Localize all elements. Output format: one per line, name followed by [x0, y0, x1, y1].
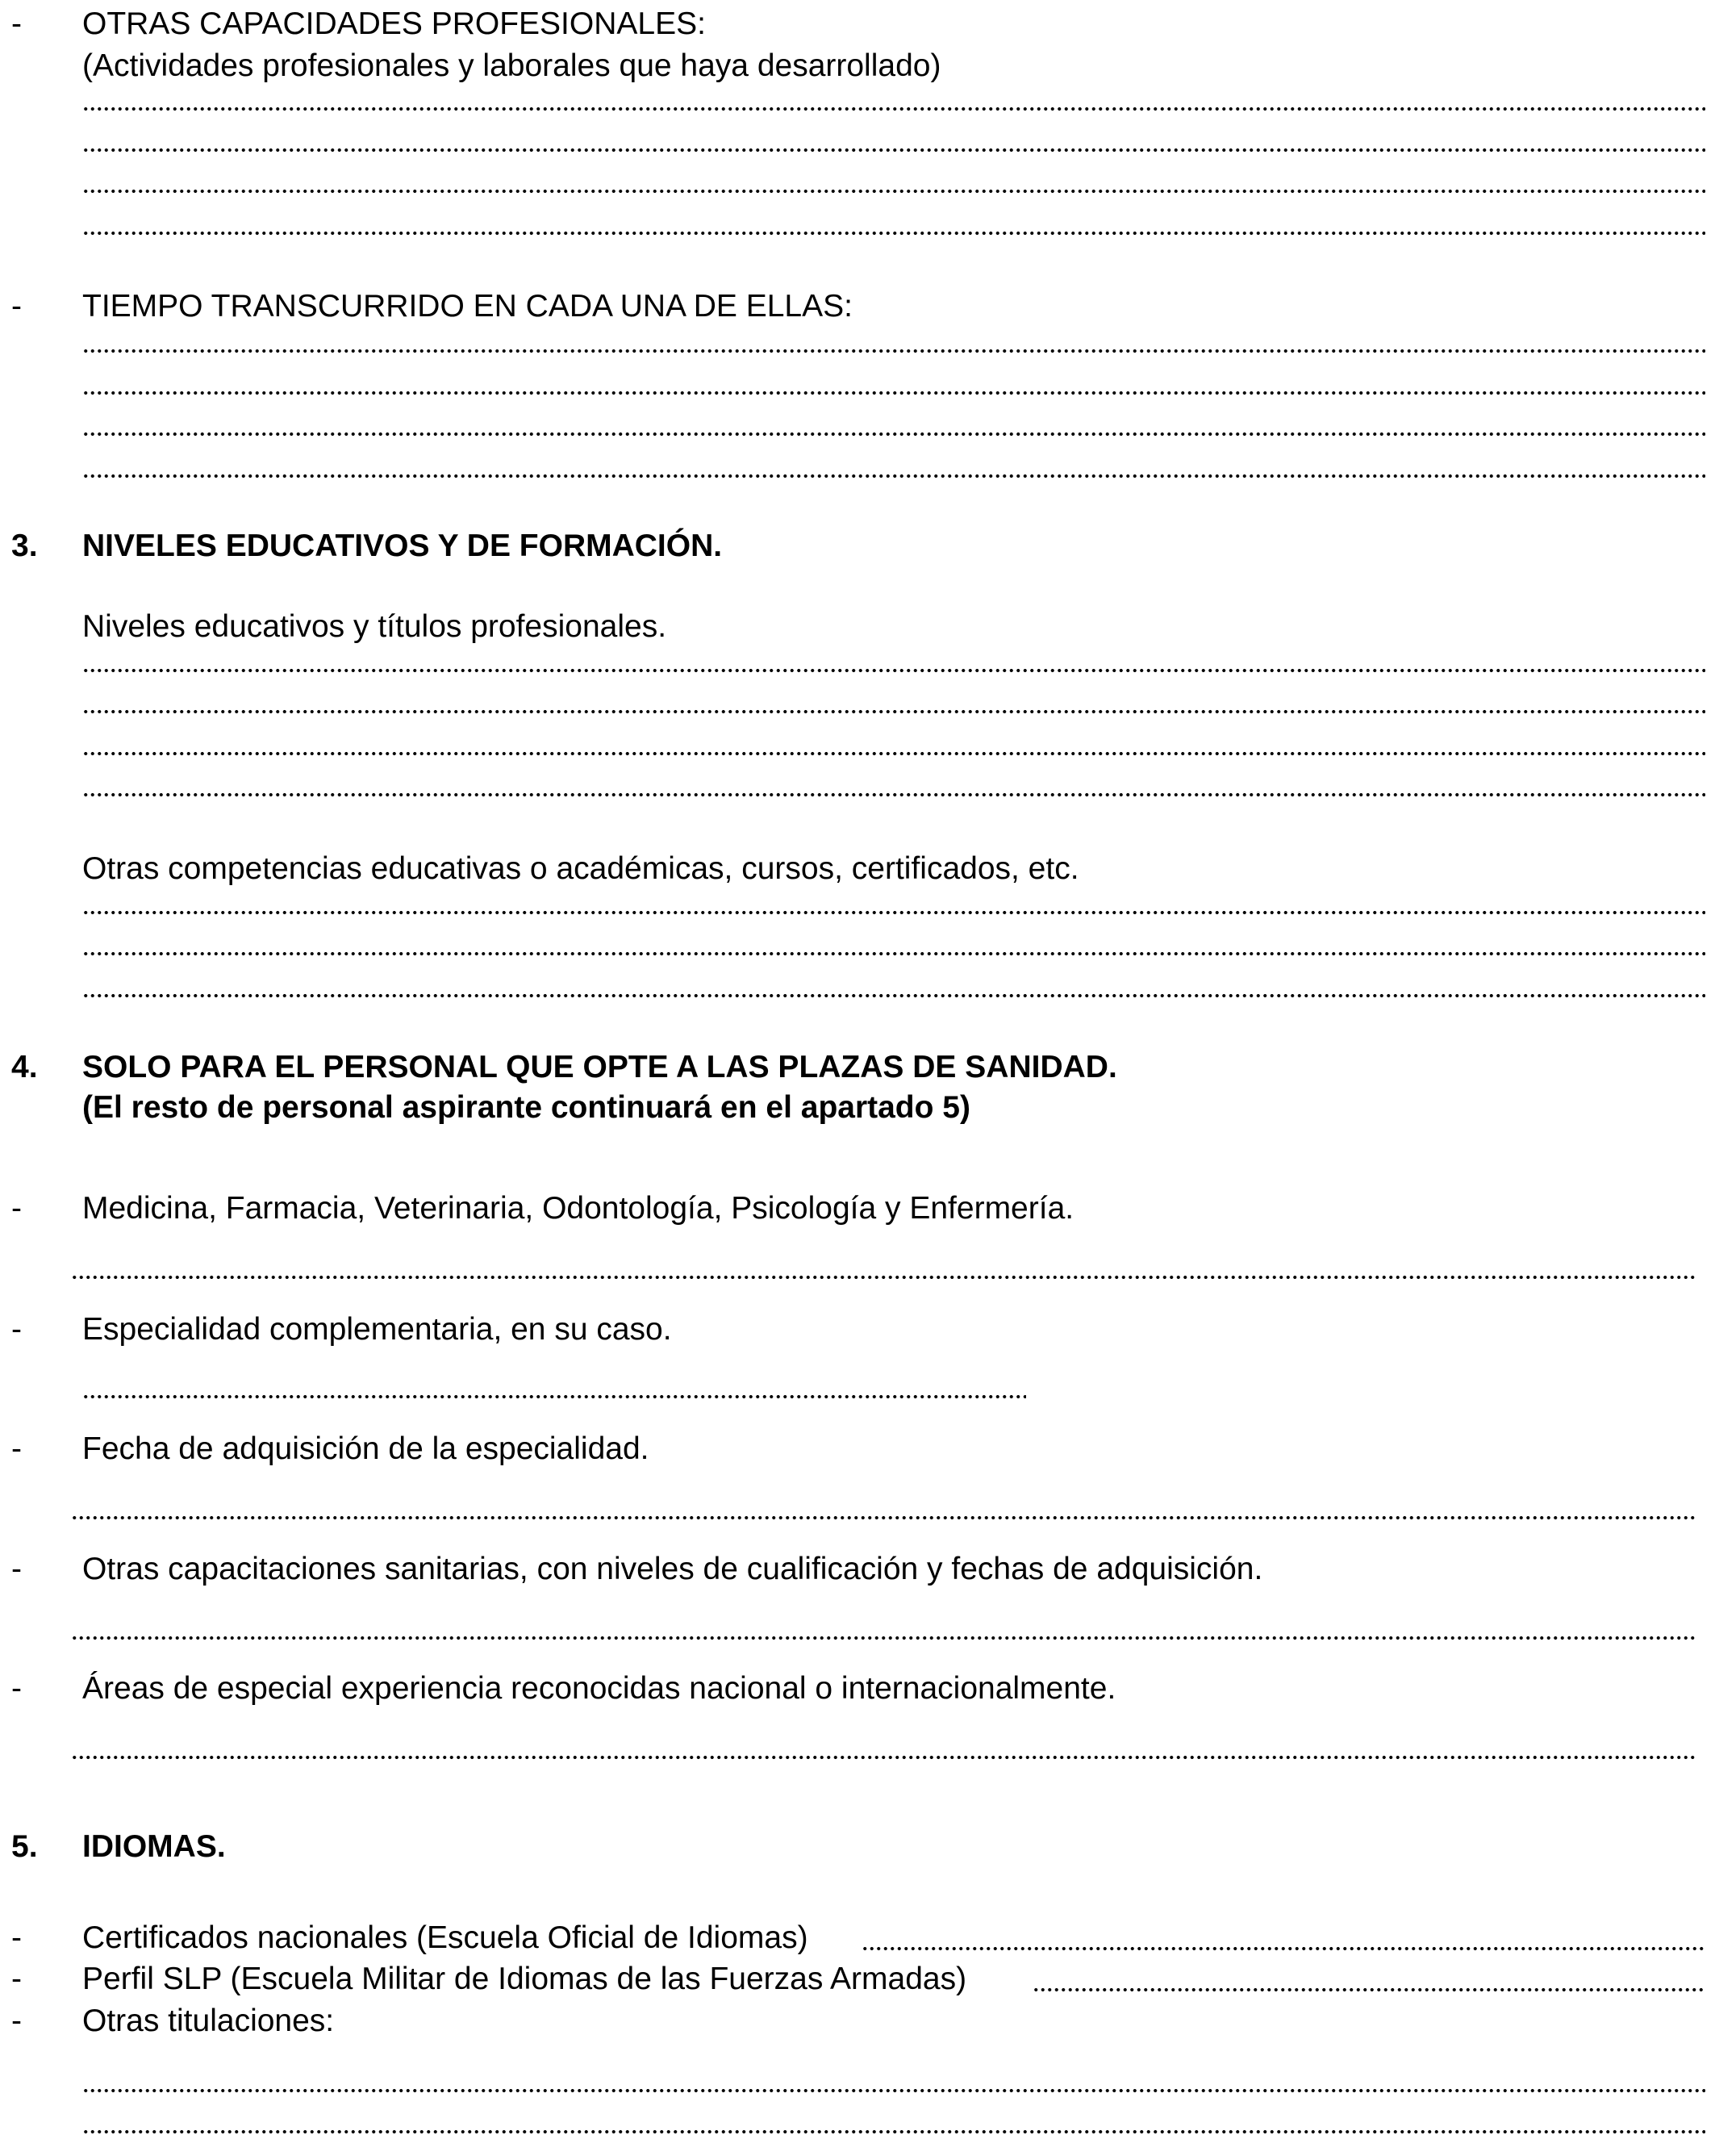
list-marker: -	[11, 6, 22, 41]
fecha-adquisicion-label: Fecha de adquisición de la especialidad.	[82, 1431, 649, 1466]
fill-line[interactable]	[82, 229, 1705, 237]
fill-line[interactable]	[82, 187, 1705, 195]
tiempo-transcurrido-heading: TIEMPO TRANSCURRIDO EN CADA UNA DE ELLAS:	[82, 289, 853, 324]
list-marker: -	[11, 2003, 22, 2038]
especialidad-complementaria-label: Especialidad complementaria, en su caso.	[82, 1312, 672, 1347]
list-marker: -	[11, 1191, 22, 1226]
fill-line[interactable]	[71, 1514, 1697, 1522]
fill-line[interactable]	[71, 1753, 1697, 1761]
section-5-heading: IDIOMAS.	[82, 1829, 226, 1864]
fill-line[interactable]	[82, 666, 1705, 675]
fill-line[interactable]	[82, 105, 1705, 113]
fill-line[interactable]	[82, 347, 1705, 355]
areas-experiencia-label: Áreas de especial experiencia reconocidas nacional o internacionalmente.	[82, 1671, 1116, 1706]
fill-line[interactable]	[71, 1634, 1697, 1642]
medicina-label: Medicina, Farmacia, Veterinaria, Odontología, Psicología y Enfermería.	[82, 1191, 1074, 1226]
fill-line[interactable]	[862, 1945, 1705, 1953]
otras-titulaciones-label: Otras titulaciones:	[82, 2003, 335, 2038]
section-4-number: 4.	[11, 1050, 38, 1084]
section-4-note: (El resto de personal aspirante continuará en el apartado 5)	[82, 1090, 970, 1125]
section-4-heading: SOLO PARA EL PERSONAL QUE OPTE A LAS PLAZAS DE SANIDAD.	[82, 1050, 1117, 1084]
otras-capacidades-subtitle: (Actividades profesionales y laborales que haya desarrollado)	[82, 48, 941, 83]
section-5-number: 5.	[11, 1829, 38, 1864]
list-marker: -	[11, 1552, 22, 1586]
fill-line[interactable]	[82, 750, 1705, 758]
fill-line[interactable]	[82, 1393, 1026, 1401]
fill-line[interactable]	[1033, 1986, 1705, 1994]
fill-line[interactable]	[82, 992, 1705, 1000]
fill-line[interactable]	[82, 708, 1705, 716]
fill-line[interactable]	[82, 146, 1705, 154]
otras-capacitaciones-label: Otras capacitaciones sanitarias, con niveles de cualificación y fechas de adquisición.	[82, 1552, 1263, 1586]
fill-line[interactable]	[82, 430, 1705, 438]
list-marker: -	[11, 1671, 22, 1706]
otras-capacidades-heading: OTRAS CAPACIDADES PROFESIONALES:	[82, 6, 706, 41]
fill-line[interactable]	[82, 2128, 1705, 2136]
list-marker: -	[11, 1920, 22, 1955]
fill-line[interactable]	[82, 950, 1705, 958]
otras-competencias-label: Otras competencias educativas o académicas, cursos, certificados, etc.	[82, 851, 1079, 886]
list-marker: -	[11, 1962, 22, 1996]
fill-line[interactable]	[82, 472, 1705, 480]
list-marker: -	[11, 289, 22, 324]
niveles-educativos-label: Niveles educativos y títulos profesionales.	[82, 609, 667, 644]
section-3-number: 3.	[11, 529, 38, 563]
fill-line[interactable]	[82, 2087, 1705, 2095]
fill-line[interactable]	[82, 791, 1705, 799]
list-marker: -	[11, 1312, 22, 1347]
fill-line[interactable]	[82, 389, 1705, 397]
fill-line[interactable]	[82, 909, 1705, 917]
fill-line[interactable]	[71, 1273, 1697, 1281]
section-3-heading: NIVELES EDUCATIVOS Y DE FORMACIÓN.	[82, 529, 723, 563]
list-marker: -	[11, 1431, 22, 1466]
perfil-slp-label: Perfil SLP (Escuela Militar de Idiomas de las Fuerzas Armadas)	[82, 1962, 967, 1996]
certificados-nacionales-label: Certificados nacionales (Escuela Oficial de Idiomas)	[82, 1920, 808, 1955]
